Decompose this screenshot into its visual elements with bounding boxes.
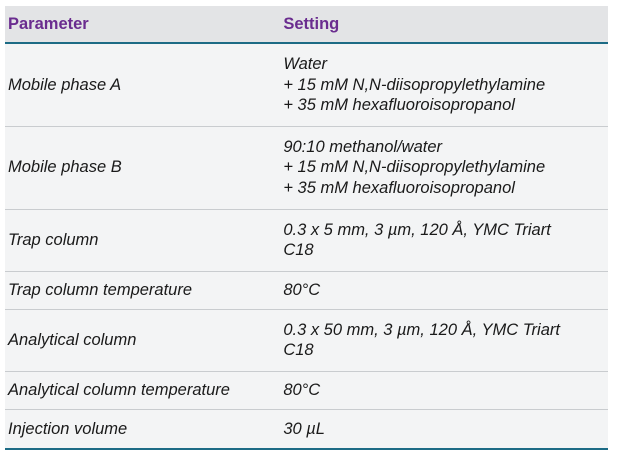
setting-line: C18 bbox=[283, 241, 314, 259]
parameter-cell: Mobile phase A bbox=[8, 75, 122, 94]
setting-cell bbox=[281, 371, 608, 409]
setting-line: 90:10 methanol/water bbox=[283, 137, 443, 156]
setting-line: 80°C bbox=[283, 280, 321, 299]
table-row bbox=[5, 309, 608, 371]
parameter-cell: Trap column temperature bbox=[8, 280, 193, 299]
table-row bbox=[5, 271, 608, 309]
table-row bbox=[5, 409, 608, 449]
setting-line: Water bbox=[283, 55, 328, 73]
setting-line: C18 bbox=[283, 341, 314, 359]
table-row bbox=[5, 371, 608, 409]
parameter-cell: Trap column bbox=[8, 230, 99, 249]
table-row bbox=[5, 126, 608, 209]
parameter-cell: Injection volume bbox=[8, 419, 128, 438]
setting-cell bbox=[281, 271, 608, 309]
setting-line: 0.3 x 50 mm, 3 µm, 120 Å, YMC Triart bbox=[283, 320, 560, 339]
setting-cell bbox=[281, 409, 608, 449]
parameter-cell: Analytical column temperature bbox=[8, 380, 230, 399]
parameter-table bbox=[5, 6, 608, 450]
setting-cell bbox=[281, 126, 608, 209]
setting-cell bbox=[281, 309, 608, 371]
parameter-cell: Mobile phase B bbox=[8, 158, 122, 177]
table-row bbox=[5, 43, 608, 126]
table-row bbox=[5, 209, 608, 271]
setting-line: + 15 mM N,N-diisopropylethylamine bbox=[283, 75, 546, 94]
parameter-cell: Analytical column bbox=[8, 330, 137, 349]
header-parameter: Parameter bbox=[8, 15, 89, 33]
table-header bbox=[5, 6, 608, 43]
setting-line: + 35 mM hexafluoroisopropanol bbox=[283, 96, 515, 114]
setting-line: 80°C bbox=[283, 380, 321, 399]
table-header-row bbox=[5, 6, 608, 43]
setting-cell bbox=[281, 43, 608, 126]
setting-line: 0.3 x 5 mm, 3 µm, 120 Å, YMC Triart bbox=[283, 220, 551, 239]
setting-line: + 35 mM hexafluoroisopropanol bbox=[283, 178, 515, 197]
setting-cell bbox=[281, 209, 608, 271]
setting-line: + 15 mM N,N-diisopropylethylamine bbox=[283, 158, 546, 177]
setting-line: 30 µL bbox=[283, 419, 325, 438]
parameter-table-container bbox=[5, 6, 608, 450]
table-body bbox=[5, 43, 608, 449]
header-setting: Setting bbox=[283, 15, 340, 33]
